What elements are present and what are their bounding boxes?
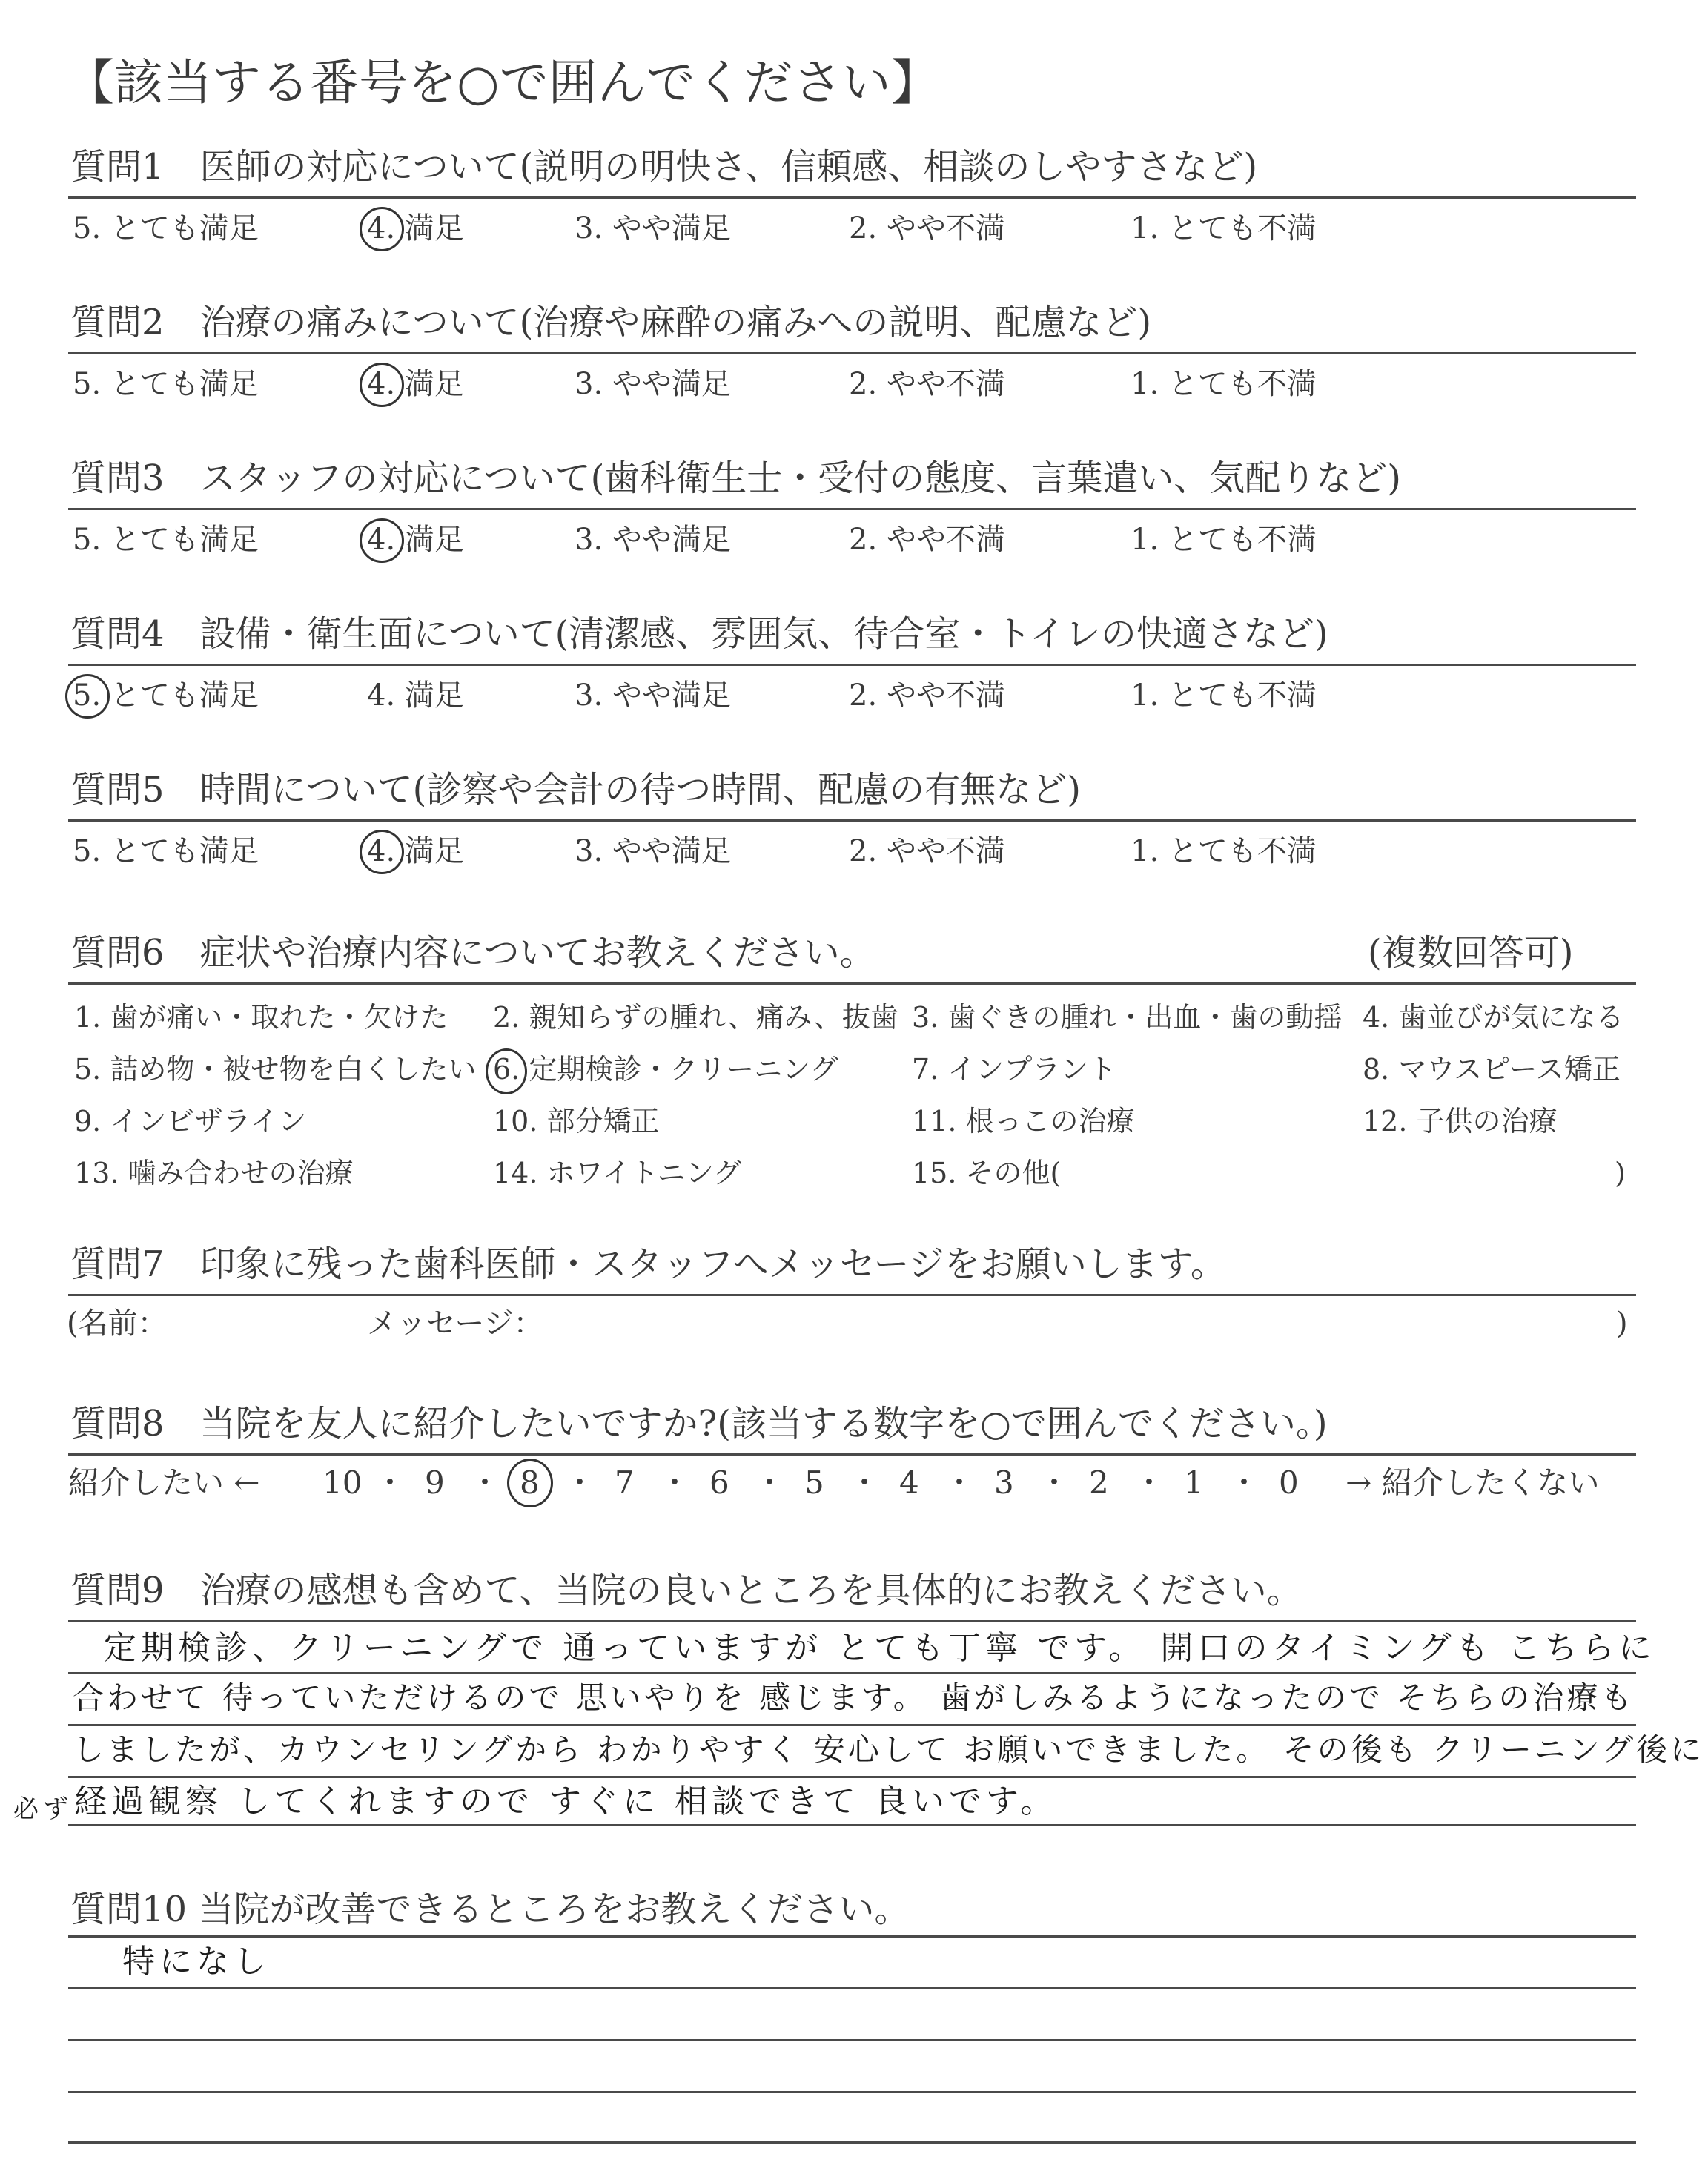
selected-circle (486, 1048, 527, 1094)
question-rule (68, 664, 1636, 666)
question-label: 質問4 設備・衛生面について(清潔感、雰囲気、待合室・トイレの快適さなど) (70, 613, 1328, 655)
rating-option: 1. とても不満 (1131, 367, 1317, 401)
rating-option: 1. とても不満 (1131, 211, 1317, 245)
q9-line-rule (68, 1776, 1636, 1778)
rating-option: 5. とても満足 (73, 211, 259, 245)
question-label: 質問2 治療の痛みについて(治療や麻酔の痛みへの説明、配慮など) (70, 302, 1152, 343)
scale-number: 5 (804, 1464, 824, 1501)
q10-line-rule (68, 2141, 1636, 2144)
scale-dot: ・ (849, 1464, 881, 1501)
q9-answer-line: しましたが、カウンセリングから わかりやすく 安心して お願いできました。 その後も クリーニング後に (73, 1731, 1705, 1768)
q6-option: 15. その他( (912, 1157, 1062, 1189)
rating-option: 2. やや不満 (849, 211, 1005, 245)
question-rule (68, 508, 1636, 510)
q10-rule (68, 1935, 1636, 1938)
scale-dot: ・ (1133, 1464, 1165, 1501)
q8-label: 質問8 当院を友人に紹介したいですか?(該当する数字を○で囲んでください。) (70, 1403, 1328, 1444)
rating-option: 4. 満足 (367, 834, 464, 868)
rating-option: 3. やや満足 (575, 523, 731, 557)
scale-number: 7 (615, 1464, 635, 1501)
scale-dot: ・ (1039, 1464, 1070, 1501)
q9-answer-line: 定期検診、クリーニングで 通っていますが とても丁寧 です。 開口のタイミングも こちらに (104, 1629, 1656, 1667)
rating-option: 4. 満足 (367, 211, 464, 245)
q6-close-paren: ) (1615, 1157, 1626, 1189)
rating-option: 1. とても不満 (1131, 523, 1317, 557)
scale-number: 8 (520, 1464, 540, 1501)
rating-option: 5. とても満足 (73, 678, 259, 713)
rating-option: 1. とても不満 (1131, 678, 1317, 713)
q9-rule (68, 1620, 1636, 1622)
question-label: 質問1 医師の対応について(説明の明快さ、信頼感、相談のしやすさなど) (70, 146, 1258, 188)
selected-circle (360, 518, 404, 563)
q7-label: 質問7 印象に残った歯科医師・スタッフへメッセージをお願いします。 (70, 1244, 1226, 1285)
selected-circle (360, 830, 404, 874)
rating-option: 3. やや満足 (575, 367, 731, 401)
q6-option: 13. 噛み合わせの治療 (74, 1157, 354, 1189)
scale-dot: ・ (659, 1464, 691, 1501)
q6-option: 3. 歯ぐきの腫れ・出血・歯の動揺 (912, 1001, 1343, 1034)
scale-dot: ・ (564, 1464, 596, 1501)
selected-circle (65, 674, 110, 719)
rating-option: 2. やや不満 (849, 523, 1005, 557)
q9-margin-note: 必ず (13, 1794, 73, 1824)
scale-dot: ・ (469, 1464, 501, 1501)
question-rule (68, 352, 1636, 354)
q9-line-rule (68, 1724, 1636, 1726)
q10-line-rule (68, 2091, 1636, 2093)
scale-number: 1 (1184, 1464, 1204, 1501)
selected-circle (360, 363, 404, 407)
q9-line-rule (68, 1672, 1636, 1674)
q6-option: 5. 詰め物・被せ物を白くしたい (74, 1053, 477, 1086)
question-label: 質問5 時間について(診察や会計の待つ時間、配慮の有無など) (70, 769, 1082, 810)
scale-number: 0 (1279, 1464, 1299, 1501)
q10-line-rule (68, 2039, 1636, 2041)
q8-rule (68, 1453, 1636, 1456)
q6-option: 4. 歯並びが気になる (1363, 1001, 1624, 1034)
q9-answer-line: 経過観察 してくれますので すぐに 相談できて 良いです。 (74, 1783, 1058, 1820)
q6-label: 質問6 症状や治療内容についてお教えください。 (70, 932, 875, 974)
rating-option: 3. やや満足 (575, 678, 731, 713)
q6-option: 11. 根っこの治療 (912, 1105, 1135, 1137)
q6-option: 7. インプラント (912, 1053, 1117, 1086)
rating-option: 5. とても満足 (73, 834, 259, 868)
selected-circle (360, 207, 404, 251)
q6-option: 12. 子供の治療 (1363, 1105, 1558, 1137)
q6-note: (複数回答可) (1368, 932, 1574, 974)
q9-label: 質問9 治療の感想も含めて、当院の良いところを具体的にお教えください。 (70, 1570, 1302, 1611)
rating-option: 4. 満足 (367, 523, 464, 557)
rating-option: 3. やや満足 (575, 211, 731, 245)
rating-option: 5. とても満足 (73, 523, 259, 557)
q6-option: 8. マウスピース矯正 (1363, 1053, 1621, 1086)
q10-line-rule (68, 1987, 1636, 1989)
q9-answer-line: 合わせて 待っていただけるので 思いやりを 感じます。 歯がしみるようになったので そちらの治療も (73, 1680, 1635, 1716)
page-title: 【該当する番号を○で囲んでください】 (65, 54, 940, 111)
rating-option: 2. やや不満 (849, 367, 1005, 401)
scale-dot: ・ (374, 1464, 406, 1501)
rating-option: 2. やや不満 (849, 678, 1005, 713)
rating-option: 2. やや不満 (849, 834, 1005, 868)
rating-option: 3. やや満足 (575, 834, 731, 868)
question-rule (68, 196, 1636, 199)
q6-option: 9. インビザライン (74, 1105, 307, 1137)
q10-answer: 特になし (122, 1943, 271, 1981)
scale-number: 4 (899, 1464, 919, 1501)
q8-right-label: → 紹介したくない (1345, 1464, 1600, 1501)
q6-option: 2. 親知らずの腫れ、痛み、抜歯 (493, 1001, 898, 1034)
q7-close-paren: ) (1616, 1307, 1628, 1341)
q6-option: 10. 部分矯正 (493, 1105, 660, 1137)
q9-line-rule (68, 1824, 1636, 1826)
q7-message-label: メッセージ： (367, 1307, 543, 1341)
q10-label: 質問10 当院が改善できるところをお教えください。 (70, 1889, 910, 1930)
scale-dot: ・ (1228, 1464, 1260, 1501)
q6-option: 6. 定期検診・クリーニング (493, 1053, 838, 1086)
q6-option: 14. ホワイトニング (493, 1157, 742, 1189)
scale-number: 3 (994, 1464, 1014, 1501)
scale-number: 10 (322, 1464, 363, 1501)
selected-circle (507, 1459, 553, 1507)
scale-number: 9 (425, 1464, 445, 1501)
question-rule (68, 819, 1636, 822)
question-label: 質問3 スタッフの対応について(歯科衛生士・受付の態度、言葉遣い、気配りなど) (70, 458, 1402, 499)
scale-dot: ・ (754, 1464, 786, 1501)
q6-rule (68, 982, 1636, 985)
rating-option: 4. 満足 (367, 678, 464, 713)
rating-option: 1. とても不満 (1131, 834, 1317, 868)
scale-number: 2 (1089, 1464, 1109, 1501)
q7-rule (68, 1294, 1636, 1296)
rating-option: 5. とても満足 (73, 367, 259, 401)
q7-name-label: (名前： (67, 1307, 168, 1341)
scale-dot: ・ (944, 1464, 976, 1501)
rating-option: 4. 満足 (367, 367, 464, 401)
q6-option: 1. 歯が痛い・取れた・欠けた (74, 1001, 448, 1034)
scale-number: 6 (709, 1464, 729, 1501)
q8-left-label: 紹介したい ← (68, 1464, 260, 1501)
